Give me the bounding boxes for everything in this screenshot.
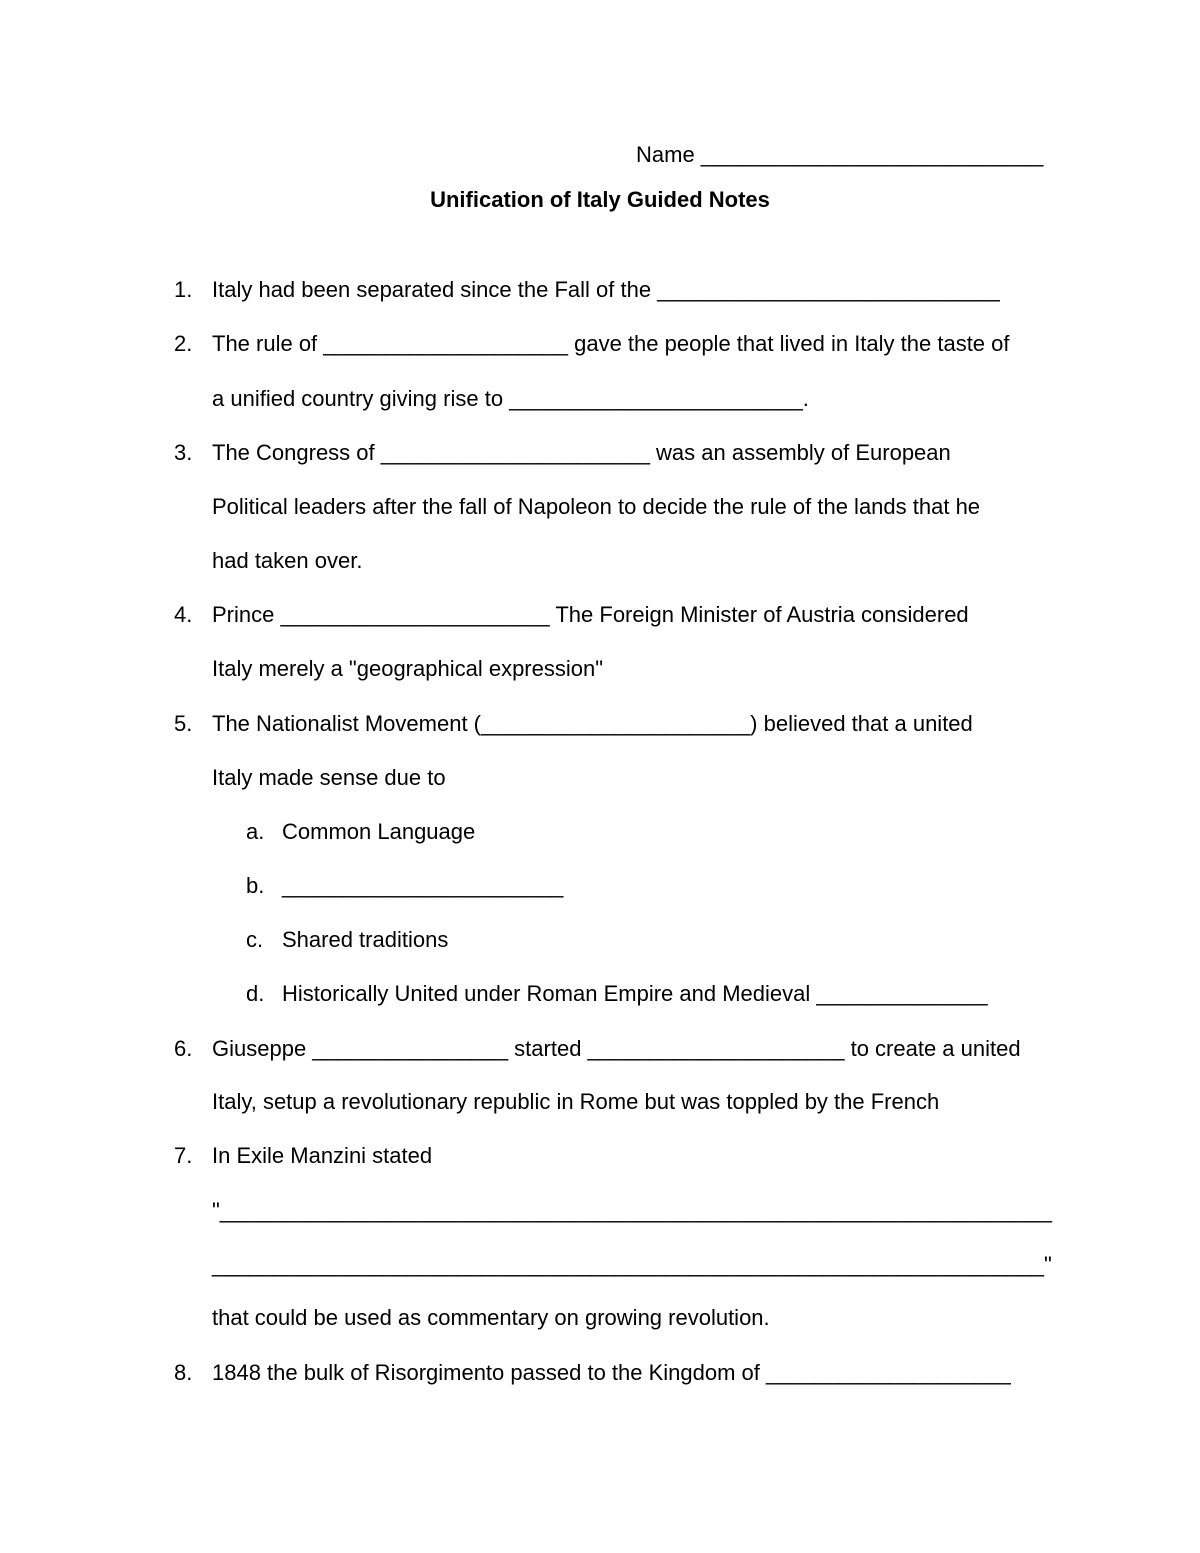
- item-7-line-2: "____________________________________________________________________: [212, 1198, 1052, 1223]
- item-3-line-3: had taken over.: [212, 548, 363, 573]
- item-number: 3.: [174, 440, 193, 465]
- item-4-line-2: Italy merely a "geographical expression": [212, 656, 604, 681]
- subitem-a-text: Common Language: [282, 819, 476, 844]
- subitem-letter: d.: [246, 981, 265, 1006]
- item-8-line-1: 1848 the bulk of Risorgimento passed to the Kingdom of ____________________: [212, 1360, 1011, 1385]
- subitem-letter: b.: [246, 873, 265, 898]
- subitem-c-text: Shared traditions: [282, 927, 449, 952]
- item-2-line-1: The rule of ____________________ gave the people that lived in Italy the taste of: [212, 331, 1010, 356]
- item-3-line-1: The Congress of ______________________ was an assembly of European: [212, 440, 951, 465]
- item-number: 4.: [174, 602, 193, 627]
- item-3-line-2: Political leaders after the fall of Napoleon to decide the rule of the lands that he: [212, 494, 981, 519]
- item-7-line-1: In Exile Manzini stated: [212, 1143, 433, 1168]
- subitem-letter: a.: [246, 819, 265, 844]
- item-5-line-2: Italy made sense due to: [212, 765, 446, 790]
- item-6-line-1: Giuseppe ________________ started _____________________ to create a united: [212, 1036, 1021, 1061]
- item-5-line-1: The Nationalist Movement (______________________) believed that a united: [212, 711, 973, 736]
- item-number: 8.: [174, 1360, 193, 1385]
- subitem-b-text: _______________________: [282, 873, 564, 898]
- item-number: 5.: [174, 711, 193, 736]
- item-number: 6.: [174, 1036, 193, 1061]
- item-2-line-2: a unified country giving rise to ________________________.: [212, 386, 809, 411]
- page-title: Unification of Italy Guided Notes: [430, 187, 770, 212]
- subitem-letter: c.: [246, 927, 264, 952]
- item-number: 7.: [174, 1143, 193, 1168]
- item-4-line-1: Prince ______________________ The Foreign Minister of Austria considered: [212, 602, 969, 627]
- item-6-line-2: Italy, setup a revolutionary republic in Rome but was toppled by the French: [212, 1089, 940, 1114]
- item-7-line-3: ____________________________________________________________________": [212, 1252, 1052, 1277]
- item-7-line-4: that could be used as commentary on growing revolution.: [212, 1305, 770, 1330]
- item-number: 2.: [174, 331, 193, 356]
- name-field-label: Name ____________________________: [636, 142, 1044, 167]
- item-1-line-1: Italy had been separated since the Fall of the ____________________________: [212, 277, 1000, 302]
- subitem-d-text: Historically United under Roman Empire and Medieval ______________: [282, 981, 988, 1006]
- item-number: 1.: [174, 277, 193, 302]
